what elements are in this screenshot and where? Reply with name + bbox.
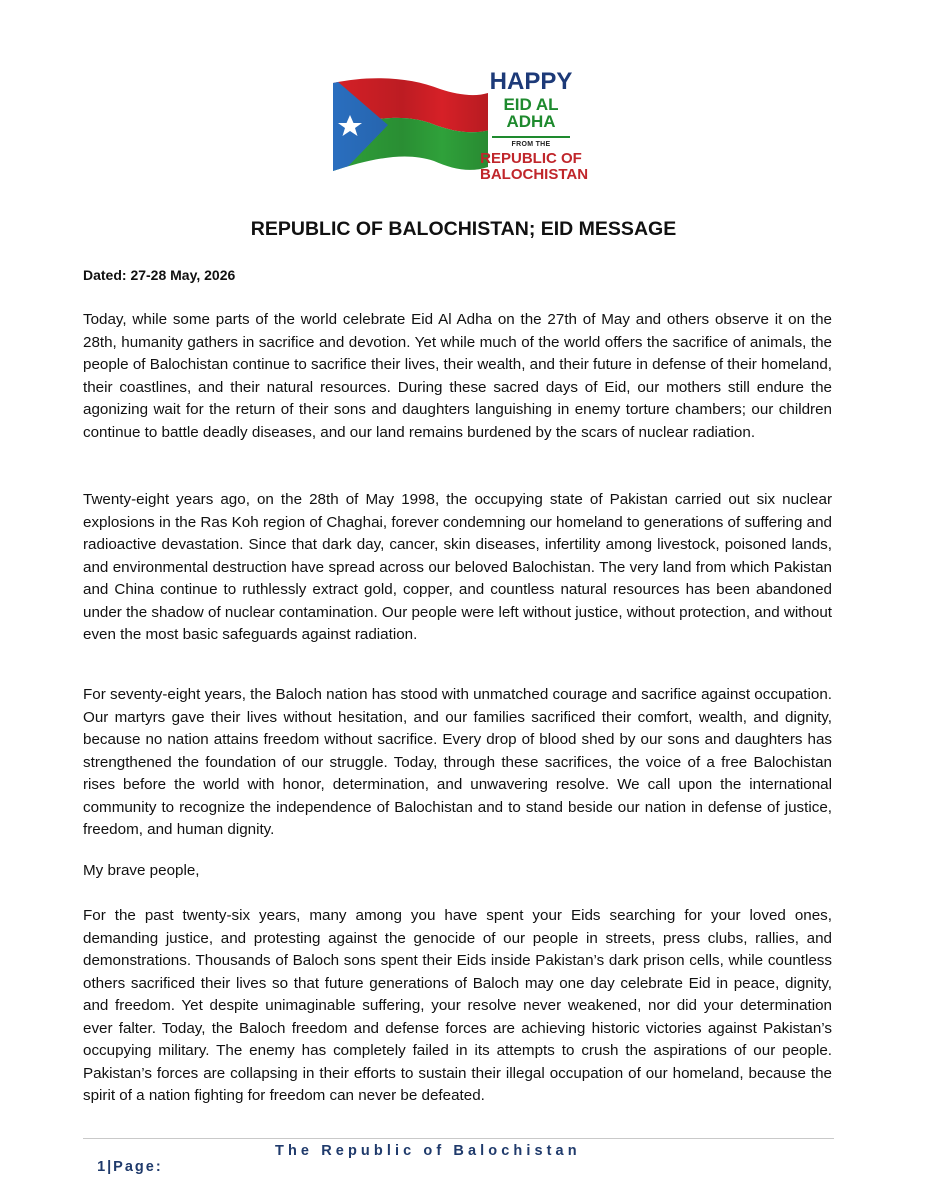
eid-banner (330, 50, 589, 190)
banner-republic-of: REPUBLIC OF (480, 150, 582, 167)
banner-balochistan: BALOCHISTAN (480, 166, 589, 183)
document-date: Dated: 27-28 May, 2026 (83, 267, 236, 283)
paragraph-2: Twenty-eight years ago, on the 28th of May 1998, the occupying state of Pakistan carried out six nuclear explosions in the Ras Koh region of Chaghai, forever condemning our homeland to generations of suffering and radioactive devastation. Since that dark day, cancer, skin diseases, infertility among livestock, poisoned lands, and environmental destruction have spread across our beloved Balochistan. The very land from which Pakistan and China continue to ruthlessly extract gold, copper, and countless natural resources has been abandoned under the shadow of nuclear contamination. Our people were left without justice, without protection, and without even the most basic safeguards against radiation. (83, 491, 832, 643)
salutation: My brave people, (83, 862, 200, 879)
footer-organization: The Republic of Balochistan (275, 1143, 581, 1159)
page-footer (83, 1143, 581, 1191)
balochistan-flag-icon (330, 75, 490, 190)
banner-happy: HAPPY (489, 68, 573, 95)
page-number: 1|Page: (97, 1159, 163, 1175)
banner-from-the: FROM THE (511, 141, 551, 148)
banner-eid-al-adha: EID AL ADHA (503, 95, 559, 131)
document-title: REPUBLIC OF BALOCHISTAN; EID MESSAGE (250, 218, 677, 240)
footer-divider (83, 1138, 834, 1139)
banner-text (480, 68, 589, 183)
paragraph-1: Today, while some parts of the world celebrate Eid Al Adha on the 27th of May and others observe it on the 28th, humanity gathers in sacrifice and devotion. Yet while much of the world offers the sacrifice of animals, the people of Balochistan continue to sacrifice their lives, their wealth, and their future in defense of their homeland, their coastlines, and their natural resources. During these sacred days of Eid, our mothers still endure the agonizing wait for the return of their sons and daughters languishing in enemy torture chambers; our children continue to battle deadly diseases, and our land remains burdened by the scars of nuclear radiation. (83, 311, 832, 441)
banner-divider (492, 136, 570, 138)
paragraph-4: For the past twenty-six years, many among you have spent your Eids searching for your loved ones, demanding justice, and protesting against the genocide of our people in streets, press clubs, rallies, and demonstrations. Thousands of Baloch sons spent their Eids inside Pakistan’s dark prison cells, while countless others sacrificed their lives so that future generations of Baloch may one day celebrate Eid in peace, dignity, and freedom. Yet despite unimaginable suffering, your resolve never weakened, nor did your determination ever falter. Today, the Baloch freedom and defense forces are achieving historic victories against Pakistan’s occupying military. The enemy has completely failed in its attempts to crush the aspirations of our people. Pakistan’s forces are collapsing in their efforts to sustain their illegal occupation of our homeland, because the spirit of a nation fighting for freedom can never be defeated. (83, 907, 832, 1104)
paragraph-3: For seventy-eight years, the Baloch nation has stood with unmatched courage and sacrifice against occupation. Our martyrs gave their lives without hesitation, and our families sacrificed their comfort, wealth, and dignity, because no nation attains freedom without sacrifice. Every drop of blood shed by our sons and daughters has strengthened the foundation of our struggle. Today, through these sacrifices, the voice of a free Balochistan rises before the world with honor, determination, and unwavering resolve. We call upon the international community to recognize the independence of Balochistan and to stand beside our nation in defense of justice, freedom, and human dignity. (83, 686, 832, 838)
